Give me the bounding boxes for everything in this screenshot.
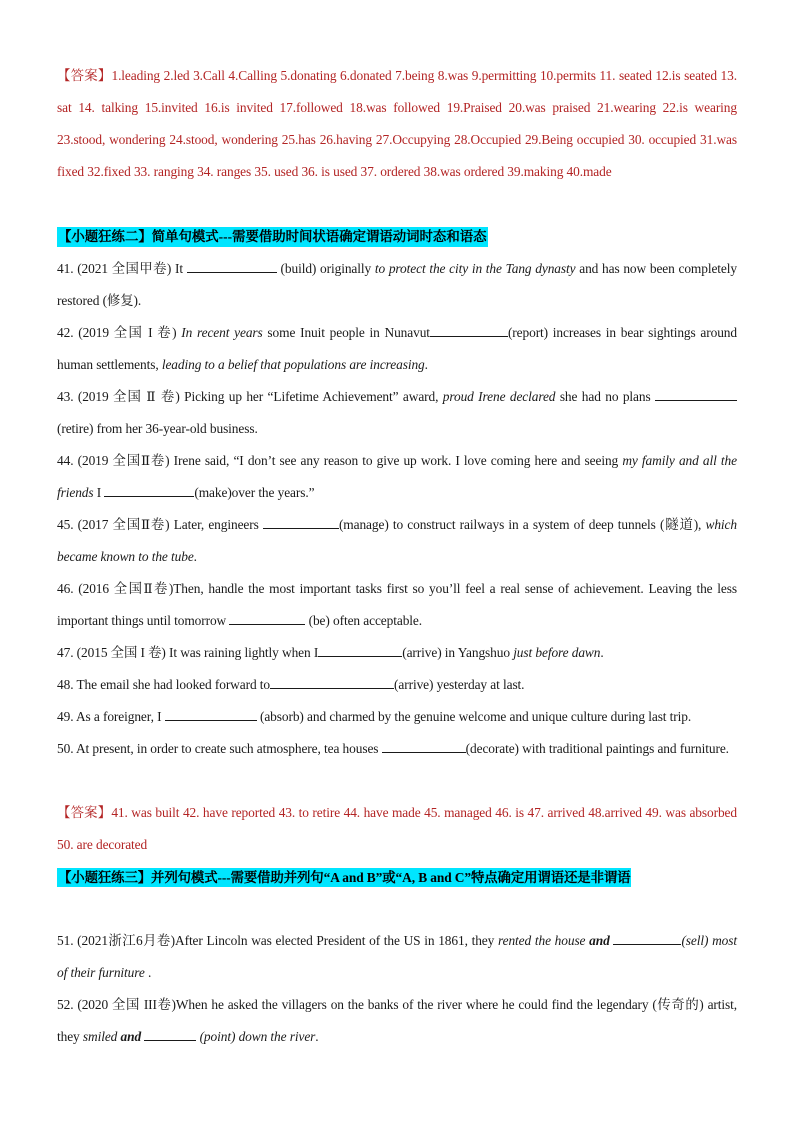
- question-44: 44. (2019 全国Ⅱ卷) Irene said, “I don’t see any reason to give up work. I love coming here and seeing my family and all the friends I (make)over the years.”: [57, 453, 737, 500]
- question-42: 42. (2019 全国 I 卷) In recent years some Inuit people in Nunavut (report) increases in bear sightings around human settlements, leading to a belief that populations are increasing.: [57, 325, 737, 372]
- answer-blank[interactable]: [187, 260, 277, 273]
- question-49: 49. As a foreigner, I (absorb) and charmed by the genuine welcome and unique culture during last trip.: [57, 709, 692, 724]
- section-heading-3: 【小题狂练三】并列句模式---需要借助并列句“A and B”或“A, B and C”特点确定用谓语还是非谓语: [58, 870, 631, 885]
- answer-block-1: [57, 60, 737, 188]
- answer-blank[interactable]: [229, 612, 305, 625]
- answer-blank[interactable]: [144, 1028, 196, 1041]
- answer-blank[interactable]: [655, 388, 737, 401]
- question-48: 48. The email she had looked forward to (arrive) yesterday at last.: [57, 677, 525, 692]
- answer-label: 【答案】: [57, 805, 112, 820]
- answer-block-2: [57, 797, 737, 861]
- answer-blank[interactable]: [104, 484, 194, 497]
- question-46: 46. (2016 全国Ⅱ卷)Then, handle the most important tasks first so you’ll feel a real sense of achievement. Leaving the less important things until tomorrow (be) often acceptable.: [57, 581, 737, 628]
- answer-blank[interactable]: [613, 932, 681, 945]
- question-41: 41. (2021 全国甲卷) It (build) originally to protect the city in the Tang dynasty and has now been completely restored (修复).: [57, 261, 737, 308]
- answer-blank[interactable]: [263, 516, 339, 529]
- question-45: 45. (2017 全国Ⅱ卷) Later, engineers (manage) to construct railways in a system of deep tunnels (隧道), which became known to the tube.: [57, 517, 737, 564]
- answer-text: 1.leading 2.led 3.Call 4.Calling 5.donating 6.donated 7.being 8.was 9.permitting 10.permits 11. seated 12.is seated 13. sat 14. talking 15.invited 16.is invited 17.followed 18.was followed 19.Praised 20.was praised 21.wearing 22.is wearing 23.stood, wondering 24.stood, wondering 25.has 26.having 27.Occupying 28.Occupied 29.Being occupied 30. occupied 31.was fixed 32.fixed 33. ranging 34. ranges 35. used 36. is used 37. ordered 38.was ordered 39.making 40.made: [57, 68, 737, 179]
- question-47: 47. (2015 全国 I 卷) It was raining lightly when I (arrive) in Yangshuo just before dawn.: [57, 645, 604, 660]
- question-43: 43. (2019 全国 Ⅱ 卷) Picking up her “Lifetime Achievement” award, proud Irene declared she had no plans (retire) from her 36-year-old business.: [57, 381, 737, 445]
- answer-blank[interactable]: [165, 708, 257, 721]
- answer-label: 【答案】: [57, 68, 112, 83]
- question-52: 52. (2020 全国 III卷)When he asked the villagers on the banks of the river where he could find the legendary (传奇的) artist, they smiled and (point) down the river.: [57, 997, 737, 1044]
- answer-text: 41. was built 42. have reported 43. to retire 44. have made 45. managed 46. is 47. arrived 48.arrived 49. was absorbed 50. are decorated: [57, 805, 737, 852]
- answer-blank[interactable]: [430, 324, 508, 337]
- answer-blank[interactable]: [318, 644, 402, 657]
- answer-blank[interactable]: [270, 676, 394, 689]
- question-50: 50. At present, in order to create such atmosphere, tea houses (decorate) with traditional paintings and furniture.: [57, 741, 729, 756]
- section-heading-2: 【小题狂练二】简单句模式---需要借助时间状语确定谓语动词时态和语态: [57, 227, 488, 247]
- answer-blank[interactable]: [382, 740, 466, 753]
- question-51: 51. (2021浙江6月卷)After Lincoln was elected President of the US in 1861, they rented the house and (sell) most of their furniture .: [57, 933, 737, 980]
